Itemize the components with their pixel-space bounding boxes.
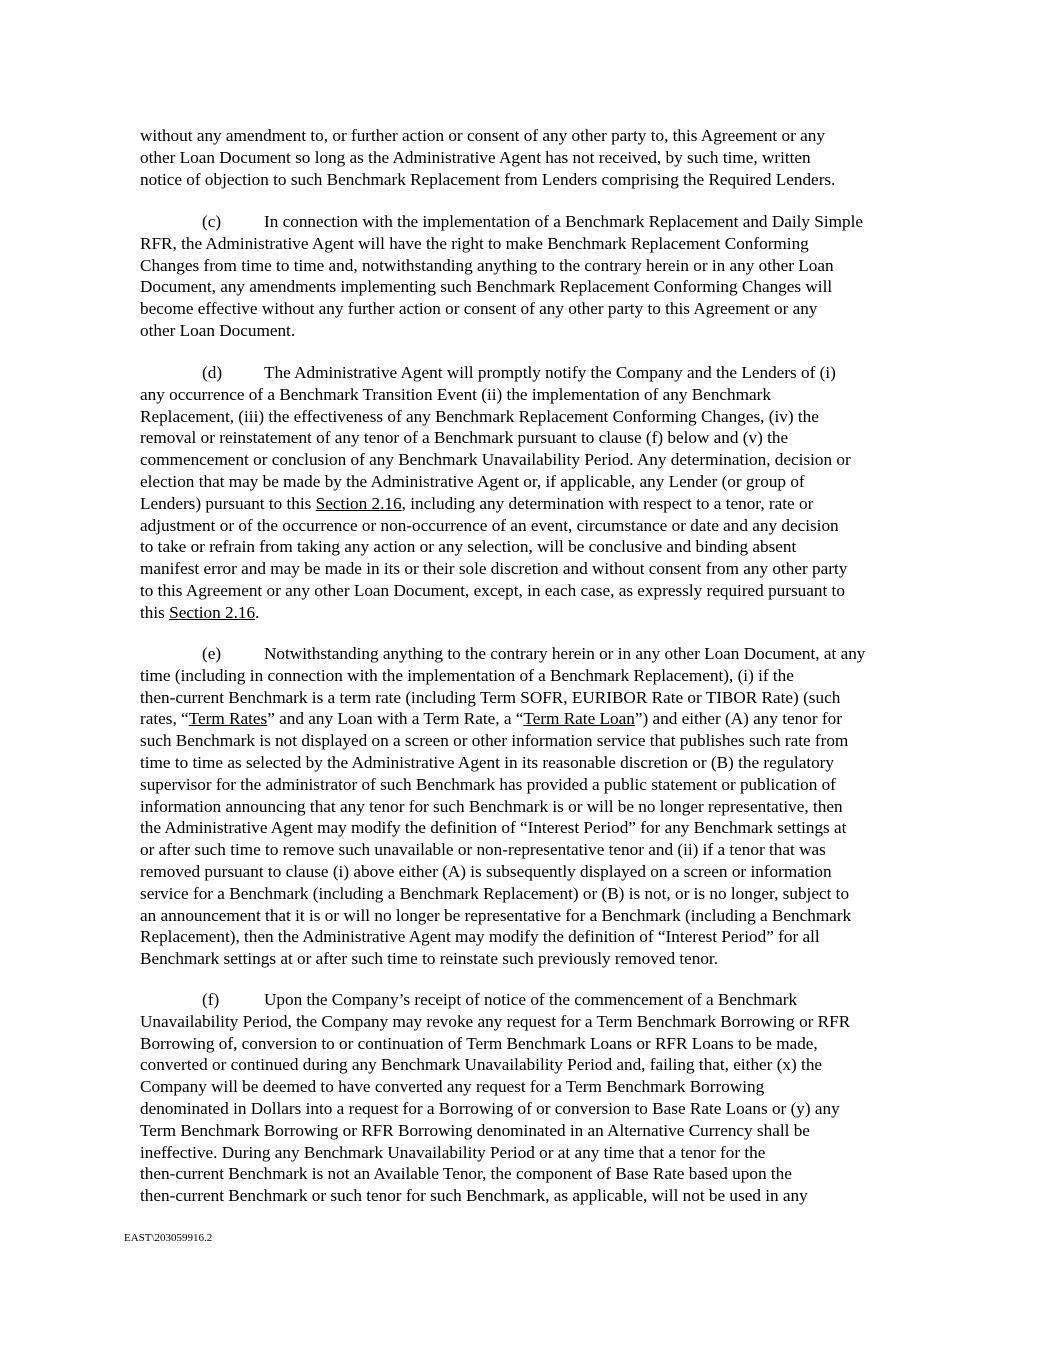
paragraph-f bbox=[140, 989, 935, 1207]
clause-label: (d) bbox=[202, 363, 223, 382]
paragraph-text: . bbox=[255, 602, 260, 622]
paragraph-text: Notwithstanding anything to the contrary herein or in any other Loan Document, at any time (including in connection with the implementation of a Benchmark Replacement), (i) if the then-current Benchmark is a term rate (including Term SOFR, EURIBOR Rate or TIBOR Rate) (such rates, “ bbox=[140, 644, 866, 729]
paragraph-text: The Administrative Agent will promptly notify the Company and the Lenders of (i) any occurrence of a Benchmark Transition Event (ii) the implementation of any Benchmark Replacement, (iii) the effectiveness of any Benchmark Replacement Conforming Changes, (iv) the removal or reinstatement of any tenor of a Benchmark pursuant to clause (f) below and (v) the commencement or conclusion of any Benchmark Unavailability Period. Any determination, decision or election that may be made by the Administrative Agent or, if applicable, any Lender (or group of Lenders) pursuant to this bbox=[140, 363, 851, 513]
paragraph-text: Upon the Company’s receipt of notice of the commencement of a Benchmark Unavailability Period, the Company may revoke any request for a Term Benchmark Borrowing or RFR Borrowing of, conversion to or continuation of Term Benchmark Loans or RFR Loans to be made, converted or continued during any Benchmark Unavailability Period and, failing that, either (x) the Company will be deemed to have converted any request for a Term Benchmark Borrowing denominated in Dollars into a request for a Borrowing of or conversion to Base Rate Loans or (y) any Term Benchmark Borrowing or RFR Borrowing denominated in an Alternative Currency shall be ineffective. During any Benchmark Unavailability Period or at any time that a tenor for the then-current Benchmark is not an Available Tenor, the component of Base Rate based upon the then-current Benchmark or such tenor for such Benchmark, as applicable, will not be used in any bbox=[140, 990, 851, 1206]
paragraph-text: , including any determination with respect to a tenor, rate or adjustment or of the occurrence or non-occurrence of an event, circumstance or date and any decision to take or refrain from taking any action or any selection, will be conclusive and binding absent manifest error and may be made in its or their sole discretion and without consent from any other party to this Agreement or any other Loan Document, except, in each case, as expressly required pursuant to this bbox=[140, 493, 848, 622]
section-reference: Section 2.16 bbox=[169, 602, 256, 622]
defined-term: Term Rate Loan bbox=[523, 709, 635, 729]
paragraph-d bbox=[140, 362, 935, 624]
paragraph-text: without any amendment to, or further action or consent of any other party to, this Agreement or any other Loan Document so long as the Administrative Agent has not received, by such time, written notice of objection to such Benchmark Replacement from Lenders comprising the Required Lenders. bbox=[140, 126, 836, 189]
clause-label: (e) bbox=[202, 644, 222, 663]
defined-term: Term Rates bbox=[188, 709, 268, 729]
paragraph-text: ”) and either (A) any tenor for such Benchmark is not displayed on a screen or other information service that publishes such rate from time to time as selected by the Administrative Agent in its reasonable discretion or (B) the regulatory supervisor for the administrator of such Benchmark has provided a public statement or publication of information announcing that any tenor for such Benchmark is or will be no longer representative, then the Administrative Agent may modify the definition of “Interest Period” for any Benchmark settings at or after such time to remove such unavailable or non-representative tenor and (ii) if a tenor that was removed pursuant to clause (i) above either (A) is subsequently displayed on a screen or information service for a Benchmark (including a Benchmark Replacement) or (B) is not, or is no longer, subject to an announcement that it is or will no longer be representative for a Benchmark (including a Benchmark Replacement), then the Administrative Agent may modify the definition of “Interest Period” for all Benchmark settings at or after such time to reinstate such previously removed tenor. bbox=[140, 709, 852, 969]
paragraph-text: In connection with the implementation of a Benchmark Replacement and Daily Simple RFR, the Administrative Agent will have the right to make Benchmark Replacement Conforming Changes from time to time and, notwithstanding anything to the contrary herein or in any other Loan Document, any amendments implementing such Benchmark Replacement Conforming Changes will become effective without any further action or consent of any other party to this Agreement or any other Loan Document. bbox=[140, 212, 864, 340]
paragraph-continuation bbox=[140, 125, 935, 190]
clause-label: (c) bbox=[202, 212, 222, 231]
section-reference: Section 2.16 bbox=[315, 493, 402, 513]
paragraph-text: ” and any Loan with a Term Rate, a “ bbox=[267, 709, 524, 729]
paragraph-c bbox=[140, 211, 935, 342]
document-id-footer: EAST\203059916.2 bbox=[124, 1232, 213, 1244]
clause-label: (f) bbox=[202, 990, 220, 1009]
paragraph-e bbox=[140, 643, 935, 970]
